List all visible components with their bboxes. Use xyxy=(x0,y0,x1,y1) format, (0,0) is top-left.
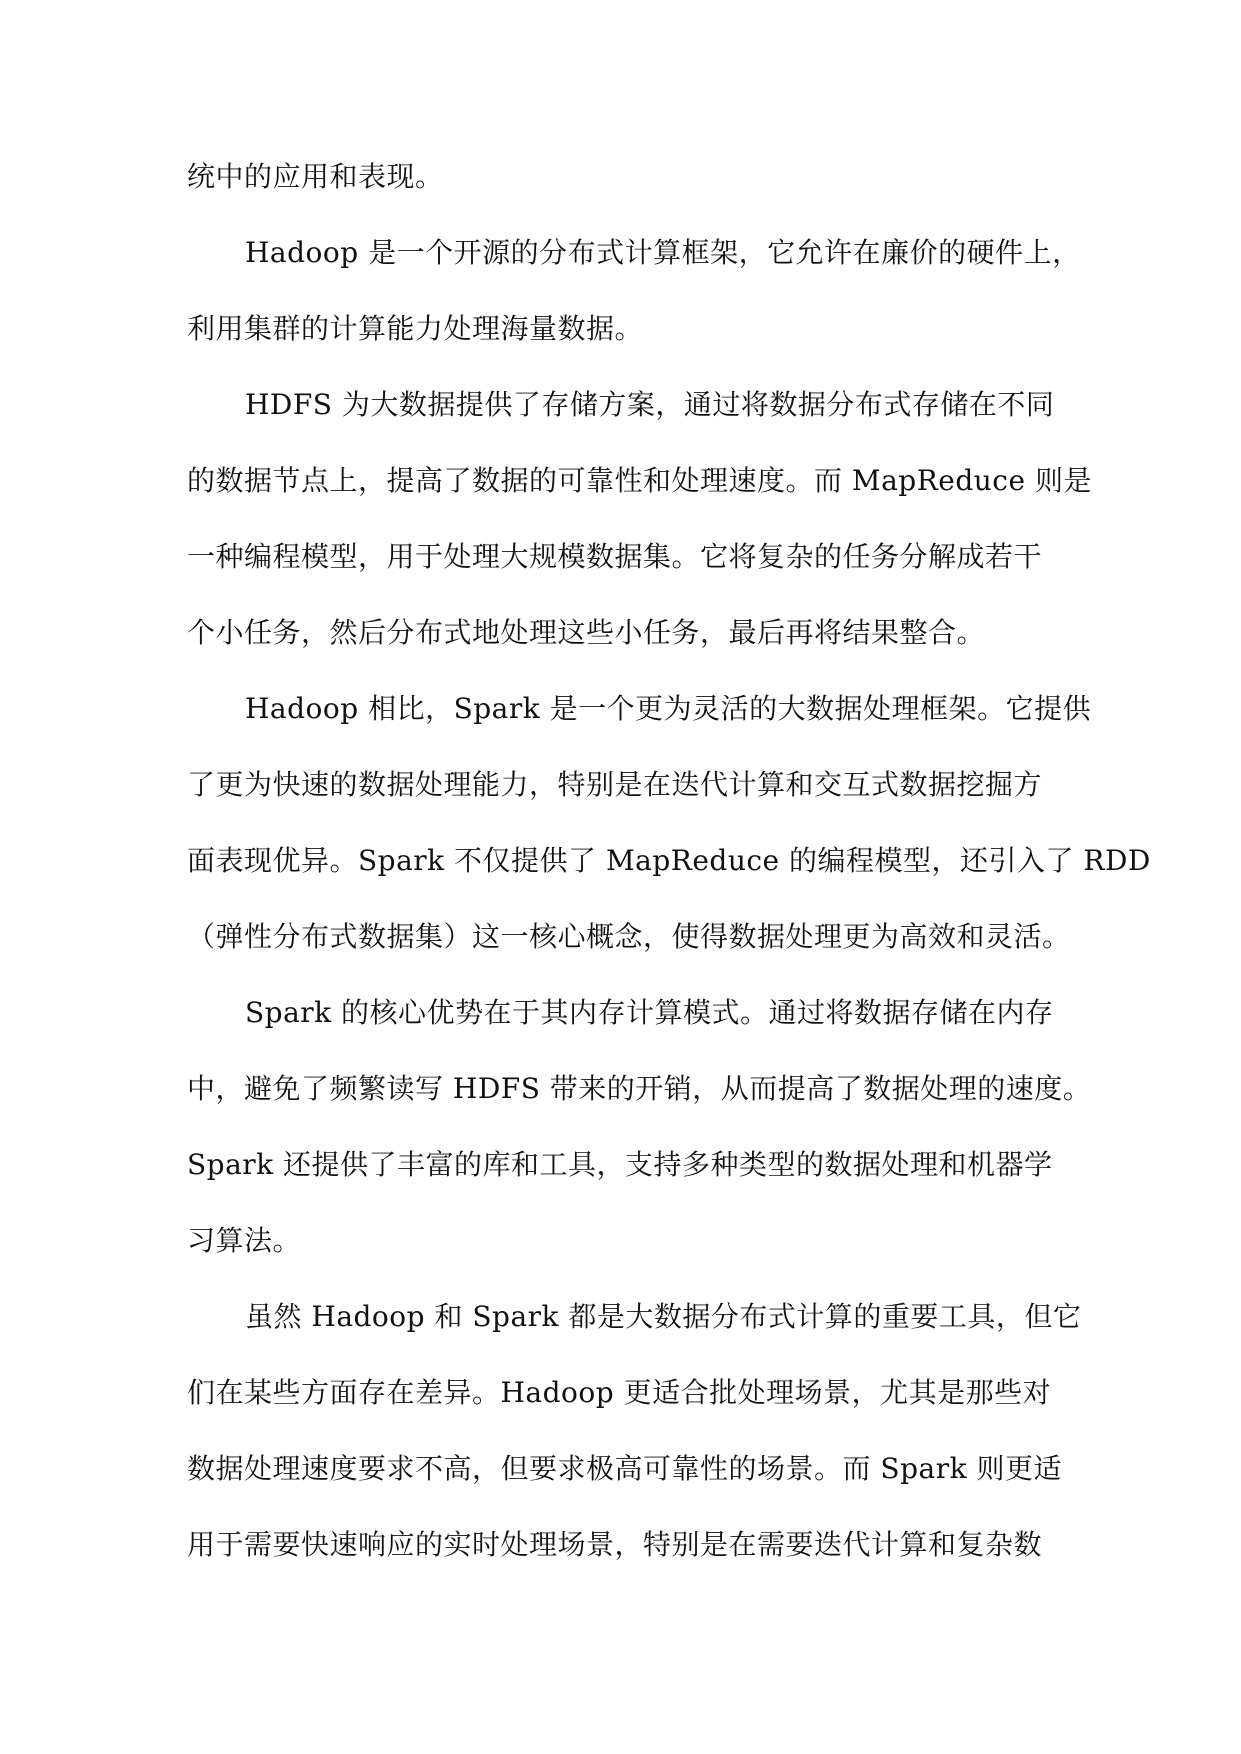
text-line: Spark 还提供了丰富的库和工具，支持多种类型的数据处理和机器学 xyxy=(187,1148,1053,1181)
paragraph-start-line: HDFS 为大数据提供了存储方案，通过将数据分布式存储在不同 xyxy=(245,388,1055,421)
text-line: 了更为快速的数据处理能力，特别是在迭代计算和交互式数据挖掘方 xyxy=(187,768,1043,801)
text-line: 习算法。 xyxy=(187,1224,302,1257)
text-line: 个小任务，然后分布式地处理这些小任务，最后再将结果整合。 xyxy=(187,616,986,649)
paragraph-start-line: Hadoop 相比，Spark 是一个更为灵活的大数据处理框架。它提供 xyxy=(245,692,1092,725)
text-line: 数据处理速度要求不高，但要求极高可靠性的场景。而 Spark 则更适 xyxy=(187,1452,1062,1485)
text-line: 面表现优异。Spark 不仅提供了 MapReduce 的编程模型，还引入了 RDD xyxy=(187,844,1151,877)
paragraph-start-line: Hadoop 是一个开源的分布式计算框架，它允许在廉价的硬件上， xyxy=(245,236,1081,269)
text-line: 们在某些方面存在差异。Hadoop 更适合批处理场景，尤其是那些对 xyxy=(187,1376,1052,1409)
text-line: 统中的应用和表现。 xyxy=(187,160,444,193)
text-line: 用于需要快速响应的实时处理场景，特别是在需要迭代计算和复杂数 xyxy=(187,1528,1043,1561)
paragraph-start-line: Spark 的核心优势在于其内存计算模式。通过将数据存储在内存 xyxy=(245,996,1054,1029)
text-line: （弹性分布式数据集）这一核心概念，使得数据处理更为高效和灵活。 xyxy=(187,920,1071,953)
text-line: 利用集群的计算能力处理海量数据。 xyxy=(187,312,644,345)
text-line: 一种编程模型，用于处理大规模数据集。它将复杂的任务分解成若干 xyxy=(187,540,1043,573)
text-line: 中，避免了频繁读写 HDFS 带来的开销，从而提高了数据处理的速度。 xyxy=(187,1072,1092,1105)
paragraph-start-line: 虽然 Hadoop 和 Spark 都是大数据分布式计算的重要工具，但它 xyxy=(245,1300,1082,1333)
text-line: 的数据节点上，提高了数据的可靠性和处理速度。而 MapReduce 则是 xyxy=(187,464,1092,497)
body-text xyxy=(187,139,1151,1583)
